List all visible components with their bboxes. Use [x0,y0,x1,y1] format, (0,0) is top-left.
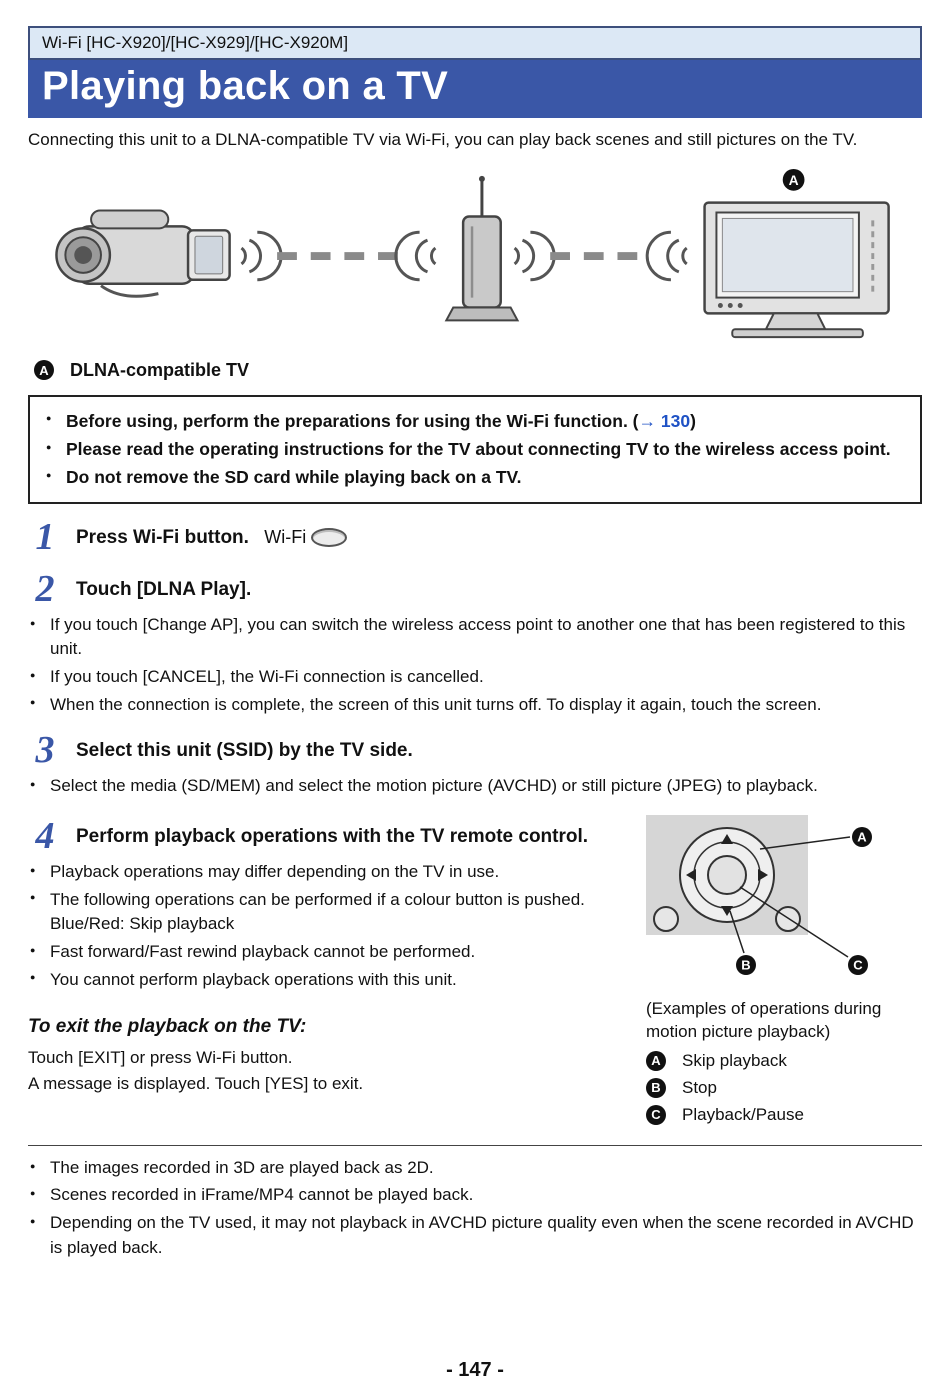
wifi-button-label: Wi-Fi [264,527,307,548]
page-number: - 147 - [446,1359,504,1381]
notice-item-2-text: Please read the operating instructions for the TV about connecting TV to the wireless access point. [66,439,891,460]
step-2-bullet-3 [28,693,922,718]
page-title: Playing back on a TV [42,64,449,108]
step-4-bullet-4 [28,968,646,993]
footer-note-1-text: The images recorded in 3D are played back as 2D. [50,1157,434,1177]
exit-line-2: A message is displayed. Touch [YES] to exit. [28,1073,364,1093]
step-3-number: 3 [35,729,55,772]
legend-a-text: Skip playback [682,1050,787,1070]
step-2-bullet-2 [28,665,922,690]
connection-diagram [28,165,922,358]
remote-legend-list [646,1051,922,1125]
tv-icon [705,202,889,337]
wifi-waves-out-left-icon [241,232,281,279]
step-3-title: Select this unit (SSID) by the TV side. [76,740,413,762]
step-4-bullet-3-text: Fast forward/Fast rewind playback cannot be performed. [50,941,476,961]
svg-text:A: A [788,171,799,188]
step-3-bullet-1-text: Select the media (SD/MEM) and select the motion picture (AVCHD) or still picture (JPEG) to playback. [50,776,818,796]
step-2-bullet-1 [28,613,922,662]
wifi-button-illustration [264,526,347,549]
legend-b-badge: B [646,1078,666,1098]
step-4-bullet-2-text: The following operations can be performed if a colour button is pushed. [50,889,585,909]
step-2-bullets [28,613,922,718]
camcorder-icon [56,210,229,296]
step-4 [28,814,646,857]
remote-dpad-svg [646,815,896,985]
notice-item-3-text: Do not remove the SD card while playing back on a TV. [66,467,522,488]
connection-diagram-svg [39,165,911,353]
notice-list [44,409,906,491]
step-4-bullet-1 [28,860,646,885]
step-4-section [28,803,922,1125]
footer-note-2-text: Scenes recorded in iFrame/MP4 cannot be played back. [50,1185,474,1205]
step-4-left-column [28,803,646,1125]
remote-label-b-badge: B [741,957,751,973]
remote-legend-b [646,1078,922,1098]
legend-c-badge: C [646,1105,666,1125]
step-1-number: 1 [35,515,55,558]
step-1 [28,515,922,558]
step-2-number: 2 [35,567,55,610]
page-ref-link-130[interactable]: → 130 [638,410,691,431]
notice-item-1-close: ) [690,410,696,431]
step-3 [28,729,922,772]
step-4-title: Perform playback operations with the TV remote control. [76,825,589,847]
remote-legend-a [646,1051,922,1071]
model-tag-bar [28,26,922,60]
legend-b-text: Stop [682,1077,717,1097]
diagram-caption-text: DLNA-compatible TV [70,359,250,380]
remote-label-c-badge: C [853,957,863,973]
step-4-number: 4 [35,814,55,857]
page-title-band [28,60,922,118]
step-2-title: Touch [DLNA Play]. [76,578,252,600]
footer-note-3-text: Depending on the TV used, it may not playback in AVCHD picture quality even when the scene recorded in AVCHD is played back. [50,1213,914,1257]
intro-paragraph: Connecting this unit to a DLNA-compatible TV via Wi-Fi, you can play back scenes and still pictures on the TV. [28,130,858,149]
footer-notes-list [28,1156,922,1261]
model-tag-text: Wi-Fi [HC-X920]/[HC-X929]/[HC-X920M] [42,33,349,52]
remote-figure-column [646,803,922,1125]
section-divider [28,1145,922,1146]
legend-a-badge: A [646,1051,666,1071]
notice-item-1-text: Before using, perform the preparations for using the Wi-Fi function. ( [66,410,639,431]
step-2 [28,567,922,610]
step-2-bullet-3-text: When the connection is complete, the screen of this unit turns off. To display it again, touch the screen. [50,694,822,714]
notice-item-3 [44,465,906,490]
remote-label-a-badge: A [857,829,867,845]
step-4-bullet-2 [28,888,646,937]
step-3-bullets [28,774,922,799]
exit-heading: To exit the playback on the TV: [28,1016,307,1038]
legend-c-text: Playback/Pause [682,1104,804,1124]
wifi-button-oval-icon [311,528,347,547]
remote-caption: (Examples of operations during motion picture playback) [646,998,882,1041]
step-4-bullets [28,860,646,992]
diagram-label-a-badge [783,169,805,191]
footer-note-2 [28,1183,922,1208]
wifi-waves-in-tv-icon [647,232,687,279]
step-4-bullet-4-text: You cannot perform playback operations with this unit. [50,969,457,989]
step-2-bullet-1-text: If you touch [Change AP], you can switch the wireless access point to another one that has been registered to this unit. [50,614,906,659]
router-icon [446,176,517,320]
wifi-waves-out-router-icon [515,232,555,279]
footer-note-1 [28,1156,922,1181]
step-2-bullet-2-text: If you touch [CANCEL], the Wi-Fi connection is cancelled. [50,667,484,687]
step-3-bullet-1 [28,774,922,799]
step-1-title [76,518,347,556]
step-4-colour-note: Blue/Red: Skip playback [50,914,235,934]
remote-legend-c [646,1105,922,1125]
footer-note-3 [28,1211,922,1260]
diagram-caption [34,360,922,381]
step-4-bullet-1-text: Playback operations may differ depending on the TV in use. [50,861,500,881]
notice-box [28,395,922,504]
exit-line-1: Touch [EXIT] or press Wi-Fi button. [28,1048,293,1068]
wifi-waves-in-router-icon [396,232,436,279]
step-4-bullet-3 [28,940,646,965]
notice-item-2 [44,437,906,462]
notice-item-1 [44,409,906,434]
step-1-title-text: Press Wi-Fi button. [76,526,249,548]
caption-a-badge: A [34,360,54,380]
exit-section [28,1016,646,1096]
